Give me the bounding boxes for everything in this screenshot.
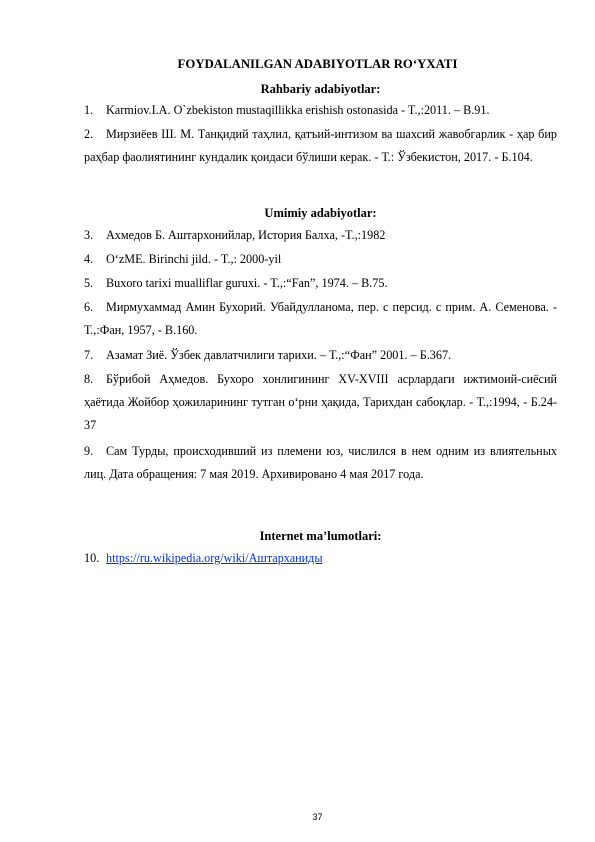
section-heading-umumiy: Umimiy adabiyotlar: (264, 206, 377, 220)
reference-item-10 (84, 547, 557, 570)
reference-item-8 (84, 368, 557, 437)
section-heading-internet: Internet ma’lumotlari: (259, 529, 382, 543)
reference-item-2 (84, 123, 557, 169)
reference-item-5 (84, 272, 557, 295)
reference-text: Бўрибой Аҳмедов. Бухоро хонлигининг XV-XVIII асрлардаги ижтимоий-сиёсий ҳаётида Жойбор ҳожиларининг тутган о‘рни ҳақида, Тарихдан сабоқлар. - Т.,:1994, - Б.24-37 (84, 372, 557, 432)
reference-text: Karmiov.I.A. O`zbekiston mustaqillikka erishish ostonasida - T.,:2011. – B.91. (106, 103, 490, 117)
reference-number: 7. (84, 348, 94, 362)
reference-item-7 (84, 344, 557, 367)
reference-text: Мирзиёев Ш. М. Танқидий таҳлил, қатъий-интизом ва шахсий жавобгарлик - ҳар бир раҳбар фаолиятининг кундалик қоидаси бўлиши керак. - Т.: Ўзбекистон, 2017. - Б.104. (84, 127, 557, 164)
reference-number: 6. (84, 300, 94, 314)
reference-text: Сам Турды, происходивший из племени юз, числился в нем одним из влиятельных лиц. Дата обращения: 7 мая 2019. Архивировано 4 мая 2017 года. (84, 444, 557, 481)
reference-number: 1. (84, 103, 94, 117)
page-title: FOYDALANILGAN ADABIYOTLAR RO‘YXATI (177, 57, 458, 71)
reference-number: 10. (84, 551, 100, 565)
reference-number: 3. (84, 228, 94, 242)
reference-text: Мирмухаммад Амин Бухорий. Убайдулланома, пер. с персид. с прим. А. Семенова. - Т.,:Фан, 1957, - B.160. (84, 300, 557, 337)
reference-text: Азамат Зиё. Ўзбек давлатчилиги тарихи. – Т.,:“Фан” 2001. – Б.367. (106, 348, 452, 362)
reference-item-3 (84, 224, 557, 247)
reference-number: 4. (84, 252, 94, 266)
reference-item-4 (84, 248, 557, 271)
reference-text: Buxoro tarixi mualliflar guruxi. - T.,:“Fan”, 1974. – B.75. (106, 276, 388, 290)
reference-item-9 (84, 440, 557, 486)
reference-item-6 (84, 296, 557, 342)
reference-text: Ахмедов Б. Аштархонийлар, История Балха, -T.,:1982 (106, 228, 386, 242)
reference-number: 8. (84, 372, 94, 386)
reference-number: 9. (84, 444, 94, 458)
reference-item-1 (84, 99, 557, 122)
page-number: 37 (312, 812, 323, 822)
reference-number: 5. (84, 276, 94, 290)
section-heading-rahbariy: Rahbariy adabiyotlar: (260, 82, 381, 96)
reference-number: 2. (84, 127, 94, 141)
wikipedia-link[interactable]: https://ru.wikipedia.org/wiki/Аштарханиды (106, 551, 323, 565)
reference-text: O‘zME. Birinchi jild. - T.,: 2000-yil (106, 252, 282, 266)
